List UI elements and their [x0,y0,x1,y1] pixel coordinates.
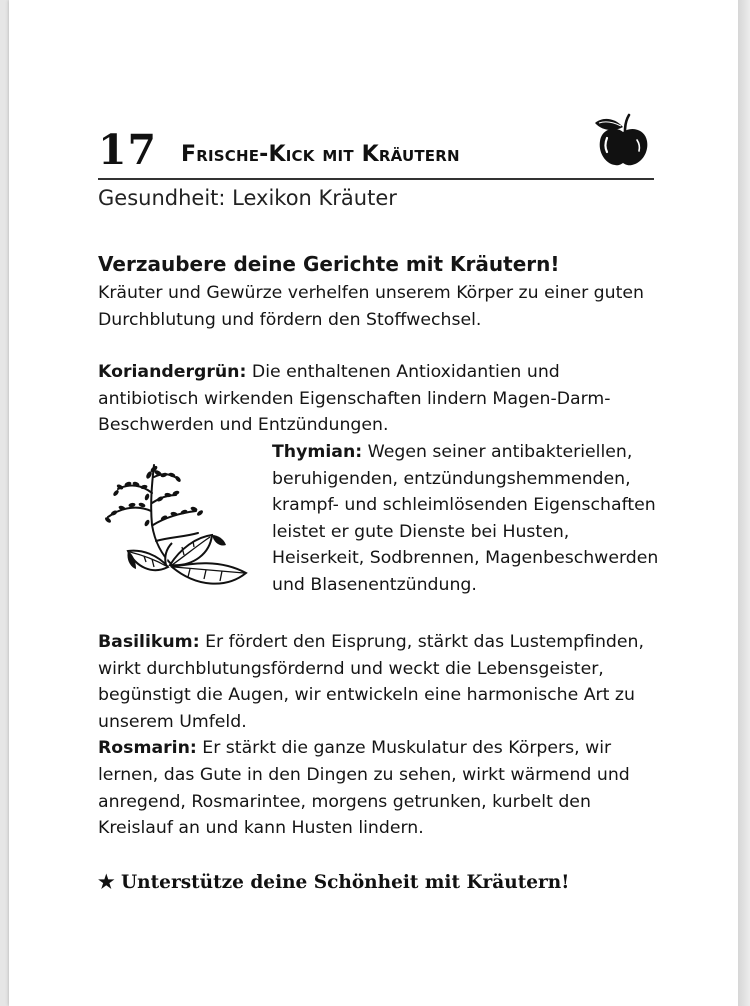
footer-text: Unterstütze deine Schönheit mit Kräutern! [121,872,570,893]
entry-term: Koriandergrün: [98,362,247,383]
intro-heading: Verzaubere deine Gerichte mit Kräutern! [98,252,560,276]
herb-illustration [100,463,252,591]
section-subtitle: Gesundheit: Lexikon Kräuter [98,186,397,210]
entry-text: Er fördert den Eisprung, stärkt das Lustempfinden, wirkt durchblutungsfördernd und weckt die Lebensgeister, begünstigt die Augen, wir entwickeln eine harmonische Art zu unserem Umfeld. [98,631,644,732]
entry-text: Die enthaltenen Antioxidantien und antibiotisch wirkenden Eigenschaften lindern Magen-Darm-Beschwerden und Entzündungen. [98,362,611,436]
intro-text: Kräuter und Gewürze verhelfen unserem Körper zu einer guten Durchblutung und fördern den Stoffwechsel. [98,283,644,330]
spacer [98,333,658,359]
entry-term: Thymian: [272,441,363,462]
entry-koriander [98,359,658,439]
apple-icon [592,111,654,169]
footer-tip [98,872,569,893]
chapter-number: 17 [98,126,158,174]
entry-thymian [272,439,660,599]
star-icon: ★ [98,872,115,893]
chapter-title: Frische-Kick mit Kräutern [181,142,460,167]
chapter-header [98,122,654,180]
entry-basilikum [98,629,658,735]
entry-text: Er stärkt die ganze Muskulatur des Körpers, wir lernen, das Gute in den Dingen zu sehen, wirkt wärmend und anregend, Rosmarintee, morgens getrunken, kurbelt den Kreislauf an und kann Husten lindern. [98,738,630,839]
entry-rosmarin [98,735,658,841]
entry-term: Rosmarin: [98,738,197,759]
entry-text: Wegen seiner antibakteriellen, beruhigenden, entzündungshemmenden, krampf- und schleimlösenden Eigenschaften leistet er gute Dienste bei Husten, Heiserkeit, Sodbrennen, Magenbeschwerden und Blasenentzündung. [272,441,659,595]
entry-term: Basilikum: [98,631,200,652]
header-rule [98,178,654,180]
thyme-block [98,439,658,629]
page-edge [738,0,750,1006]
article-body [98,250,658,842]
